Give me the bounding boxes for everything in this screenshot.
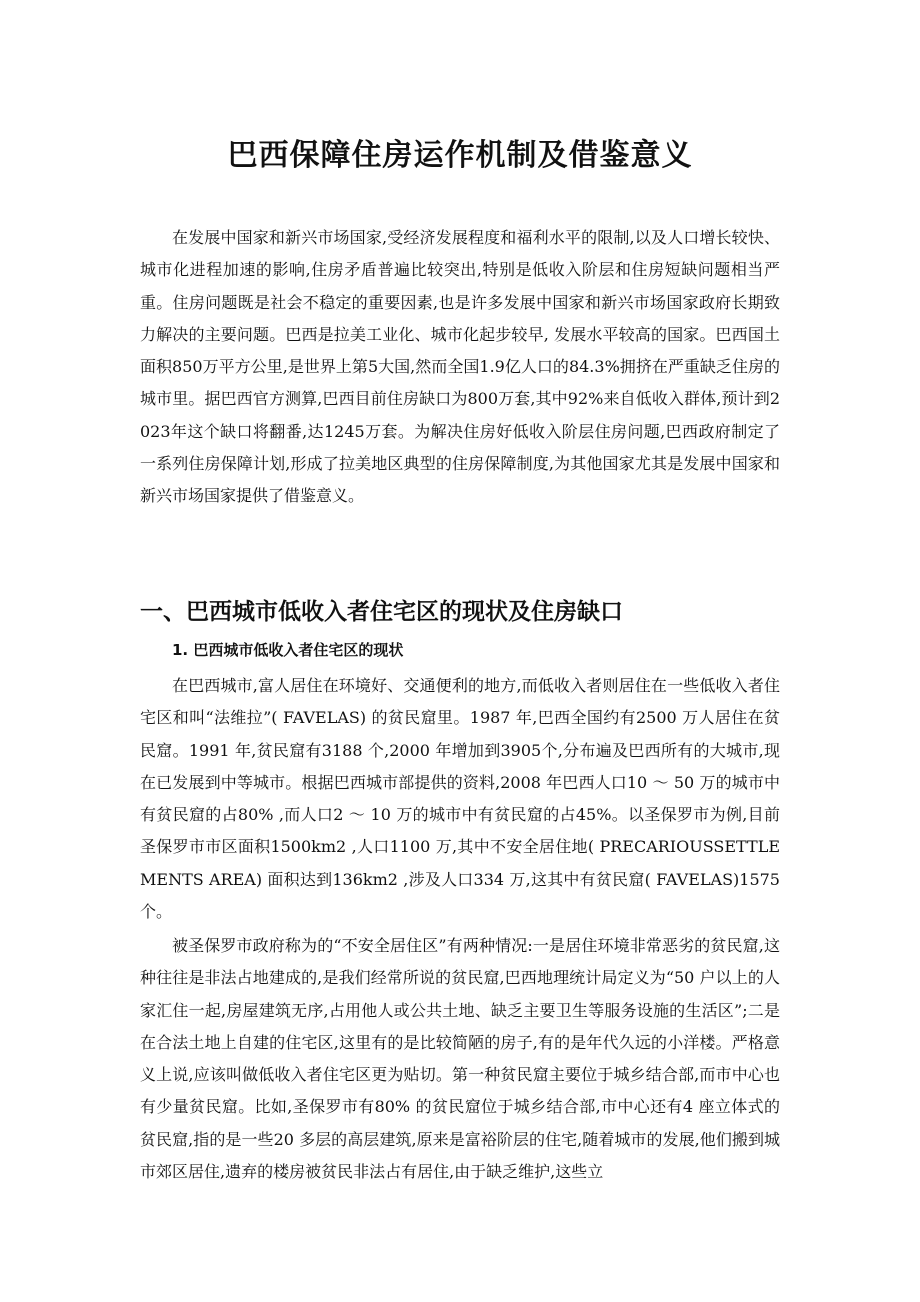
page-title: 巴西保障住房运作机制及借鉴意义 [227,138,693,174]
intro-paragraph: 在发展中国家和新兴市场国家,受经济发展程度和福利水平的限制,以及人口增长较快、城市化进程加速的影响,住房矛盾普遍比较突出,特别是低收入阶层和住房短缺问题相当严重。住房问题既是社会不稳定的重要因素,也是许多发展中国家和新兴市场国家政府长期致力解决的主要问题。巴西是拉美工业化、城市化起步较早, 发展水平较高的国家。巴西国土面积850万平方公里,是世界上第5大国,然而全国1.9亿人口的84.3%拥挤在严重缺乏住房的城市里。据巴西官方测算,巴西目前住房缺口为800万套,其中92%来自低收入群体,预计到2023年这个缺口将翻番,达1245万套。为解决住房好低收入阶层住房问题,巴西政府制定了一系列住房保障计划,形成了拉美地区典型的住房保障制度,为其他国家尤其是发展中国家和新兴市场国家提供了借鉴意义。 [140,228,780,506]
subsection-1-heading: 1. 巴西城市低收入者住宅区的现状 [172,641,404,659]
section-1-paragraph-1: 在巴西城市,富人居住在环境好、交通便利的地方,而低收入者则居住在一些低收入者住宅区和叫“法维拉”( FAVELAS) 的贫民窟里。1987 年,巴西全国约有2500 万人居住在贫民窟。1991 年,贫民窟有3188 个,2000 年增加到3905个,分布遍及巴西所有的大城市,现在已发展到中等城市。根据巴西城市部提供的资料,2008 年巴西人口10 ～ 50 万的城市中有贫民窟的占80% ,而人口2 ～ 10 万的城市中有贫民窟的占45%。以圣保罗市为例,目前圣保罗市市区面积1500km2 ,人口1100 万,其中不安全居住地( PRECARIOUSSETTLEMENTS AREA) 面积达到136km2 ,涉及人口334 万,这其中有贫民窟( FAVELAS)1575 个。 [140,676,780,922]
section-1-heading: 一、巴西城市低收入者住宅区的现状及住房缺口 [140,599,623,626]
section-1-paragraph-2: 被圣保罗市政府称为的“不安全居住区”有两种情况:一是居住环境非常恶劣的贫民窟,这种往往是非法占地建成的,是我们经常所说的贫民窟,巴西地理统计局定义为“50 户以上的人家汇住一起,房屋建筑无序,占用他人或公共土地、缺乏主要卫生等服务设施的生活区”;二是在合法土地上自建的住宅区,这里有的是比较简陋的房子,有的是年代久远的小洋楼。严格意义上说,应该叫做低收入者住宅区更为贴切。第一种贫民窟主要位于城乡结合部,而市中心也有少量贫民窟。比如,圣保罗市有80% 的贫民窟位于城乡结合部,市中心还有4 座立体式的贫民窟,指的是一些20 多层的高层建筑,原来是富裕阶层的住宅,随着城市的发展,他们搬到城市郊区居住,遗弃的楼房被贫民非法占有居住,由于缺乏维护,这些立 [140,936,780,1182]
